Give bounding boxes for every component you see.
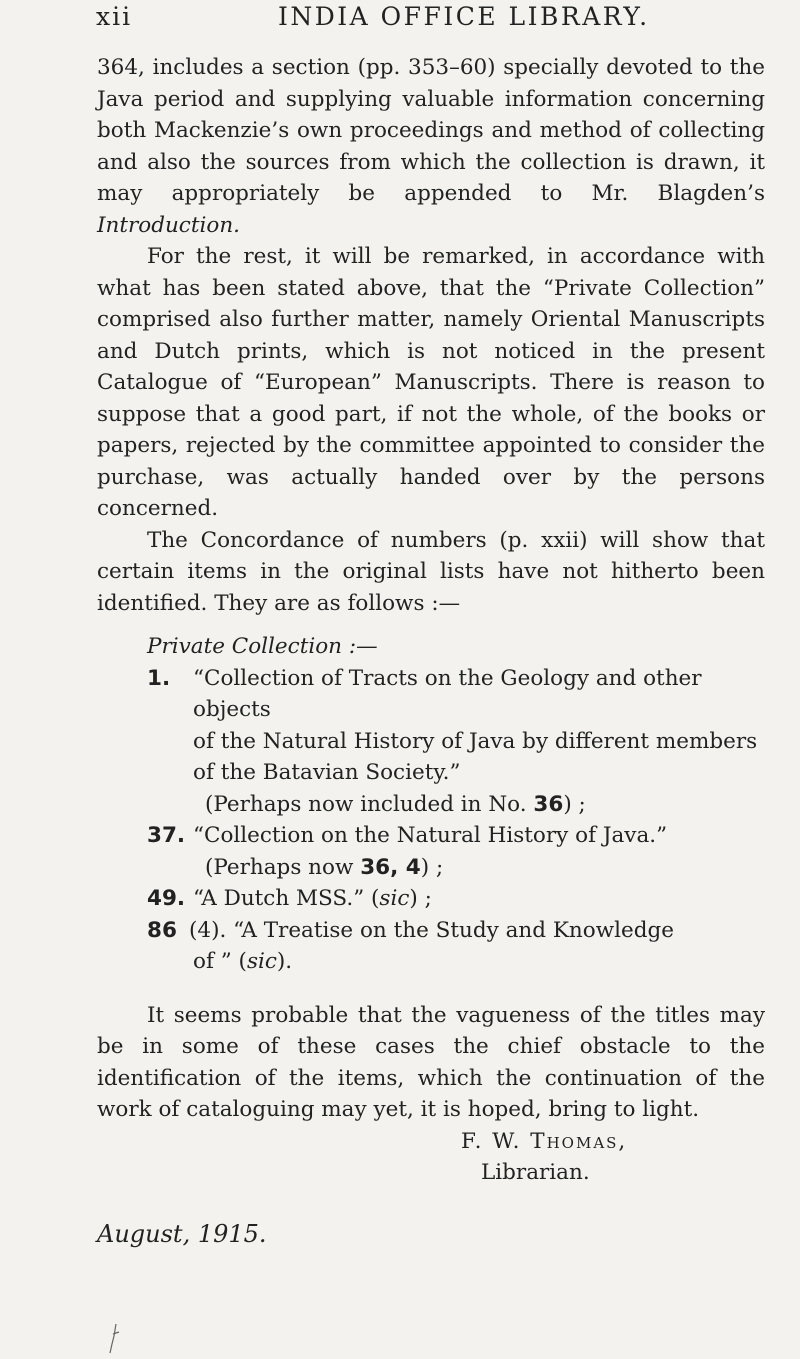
paragraph-2: For the rest, it will be remarked, in accordance with what has been stated above, that the “Private Collection” comprised also further matter, namely Oriental Manuscripts and Dutch prints, which is not noticed in the present Catalogue of “European” Manuscripts. There is reason to suppose that a good part, if not the whole, of the books or papers, rejected by the committee appointed to consider the purchase, was actually handed over by the persons concerned. xyxy=(97,244,765,521)
date-line: August, 1915. xyxy=(97,1219,267,1248)
item-note: (Perhaps now included in No. 36) ; xyxy=(205,791,586,817)
spacer xyxy=(97,978,765,1000)
item-number: 37. xyxy=(147,823,186,848)
paragraph-3: The Concordance of numbers (p. xxii) will show that certain items in the original lists have not hitherto been identified. They are as follows :— xyxy=(97,527,765,616)
sic-mark: sic xyxy=(379,886,410,911)
item-text: (4). “A Treatise on the Study and Knowledge xyxy=(189,917,674,943)
running-title: INDIA OFFICE LIBRARY. xyxy=(278,2,650,31)
note-number: 36, 4 xyxy=(360,854,421,880)
list-item xyxy=(97,915,765,978)
item-text: of ” (sic). xyxy=(193,949,293,974)
page-header xyxy=(96,2,776,42)
sic-mark: sic xyxy=(246,949,277,974)
list-item xyxy=(97,663,765,821)
item-note: (Perhaps now 36, 4) ; xyxy=(205,854,444,880)
page-body xyxy=(97,52,765,1250)
item-text: “A Dutch MSS.” (sic) ; xyxy=(193,886,432,911)
pencil-mark xyxy=(107,1322,123,1356)
item-text: of the Natural History of Java by different members xyxy=(193,728,758,754)
signature-role: Librarian. xyxy=(481,1160,590,1185)
item-number: 1. xyxy=(147,665,171,691)
private-collection-heading: Private Collection :— xyxy=(147,634,378,659)
list-item xyxy=(97,883,765,915)
note-number: 36 xyxy=(533,791,564,817)
paragraph-1-text: 364, includes a section (pp. 353–60) specially devoted to the Java period and supplying valuable information concerning both Mackenzie’s own proceedings and method of collecting and also the sources from which the collection is drawn, it may appropriately be appended to Mr. Blagden’s xyxy=(97,55,765,206)
signature-name: F. W. Thomas, xyxy=(461,1128,628,1154)
item-text: “Collection on the Natural History of Java.” xyxy=(193,823,668,848)
item-text: “Collection of Tracts on the Geology and other objects xyxy=(193,665,702,722)
signature xyxy=(97,1126,765,1189)
item-number: 86 xyxy=(147,917,177,943)
item-text: of the Batavian Society.” xyxy=(193,760,461,785)
paragraph-4: It seems probable that the vagueness of the titles may be in some of these cases the chief obstacle to the identification of the items, which the continuation of the work of cataloguing may yet, it is hoped, bring to light. xyxy=(97,1002,765,1122)
list-item xyxy=(97,820,765,883)
page-number: xii xyxy=(96,2,133,31)
item-number: 49. xyxy=(147,886,186,911)
paragraph-1 xyxy=(97,52,765,241)
introduction-title: Introduction. xyxy=(97,212,240,238)
